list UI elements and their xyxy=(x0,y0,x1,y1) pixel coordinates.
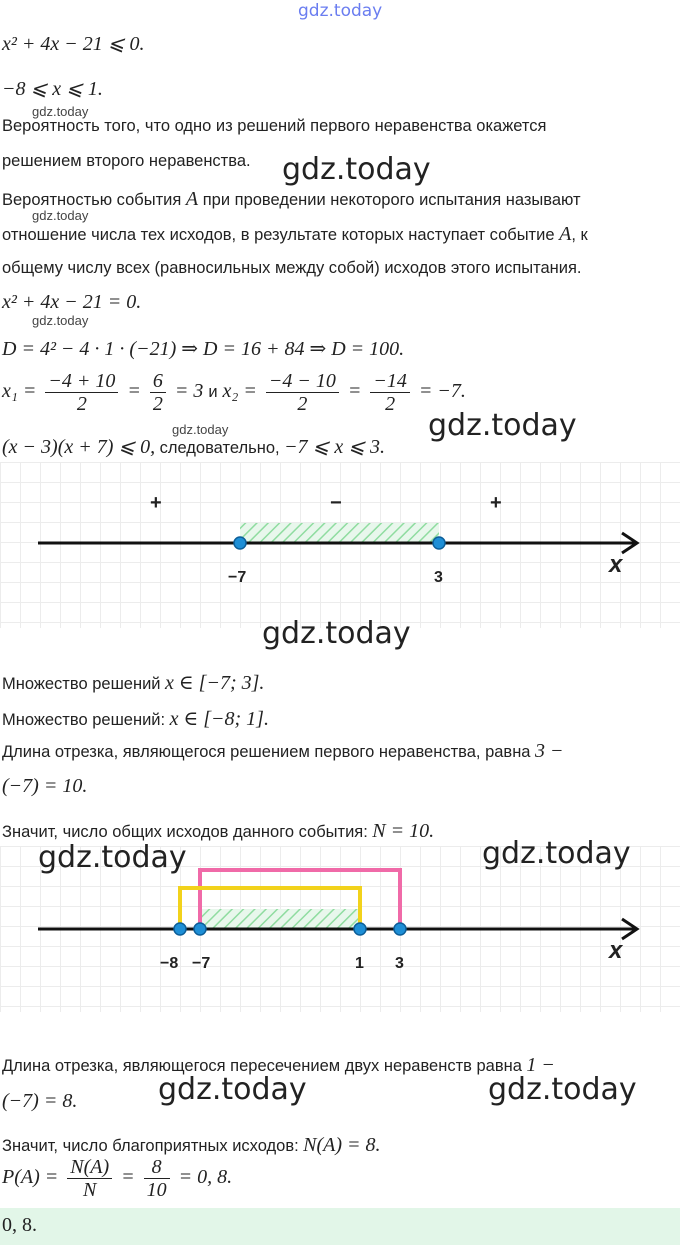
watermark-big: gdz.today xyxy=(482,836,631,871)
watermark-small: gdz.today xyxy=(32,208,89,223)
roots-line: x₁ = $\frac{-4 + 10}{2}$ = $\frac{6}{2}$ = 3 и x₂ = $\frac{-4 - 10}{2}$ = $\frac{-14}{2}$ = −7. xyxy=(2,370,466,415)
segment-length-2-cont: (−7) = 8. xyxy=(2,1090,78,1112)
tick-label-3: 3 xyxy=(434,569,443,586)
solution-set-2: Множество решений: x ∈ [−8; 1]. xyxy=(2,708,269,730)
paragraph-probability-2: решением второго неравенства. xyxy=(2,152,251,170)
watermark-small: gdz.today xyxy=(172,422,229,437)
tick-label-minus-7: −7 xyxy=(228,569,247,586)
total-outcomes: Значит, число общих исходов данного события: N = 10. xyxy=(2,820,435,842)
sign-minus: − xyxy=(330,492,342,514)
segment-length-1: Длина отрезка, являющегося решением первого неравенства, равна 3 − xyxy=(2,740,564,762)
watermark-big: gdz.today xyxy=(262,616,411,651)
solution-set-1: Множество решений x ∈ [−7; 3]. xyxy=(2,672,265,694)
tick-label-3: 3 xyxy=(395,955,404,972)
watermark-big: gdz.today xyxy=(488,1072,637,1107)
tick-label-minus-8: −8 xyxy=(160,955,179,972)
answer-box xyxy=(0,1208,680,1245)
inequality-1: x² + 4x − 21 ⩽ 0. xyxy=(2,33,145,55)
watermark-small: gdz.today xyxy=(32,104,89,119)
point-3 xyxy=(394,923,406,935)
point-minus-7 xyxy=(234,537,246,549)
watermark-big: gdz.today xyxy=(282,152,431,187)
point-3 xyxy=(433,537,445,549)
sign-plus-left: + xyxy=(150,492,162,514)
paragraph-probability-1: Вероятность того, что одно из решений первого неравенства окажется xyxy=(2,117,547,135)
hatched-intersection xyxy=(200,909,360,928)
factored-inequality: (x − 3)(x + 7) ⩽ 0, следовательно, −7 ⩽ x ⩽ 3. xyxy=(2,436,385,458)
hatched-interval xyxy=(240,523,439,542)
sign-plus-right: + xyxy=(490,492,502,514)
axis-label-x: x xyxy=(609,551,623,578)
paragraph-definition-2: отношение числа тех исходов, в результате которых наступает событие A, к xyxy=(2,223,588,245)
discriminant: D = 4² − 4 · 1 · (−21) ⇒ D = 16 + 84 ⇒ D = 100. xyxy=(2,338,405,360)
axis-label-x: x xyxy=(609,937,623,964)
point-minus-7 xyxy=(194,923,206,935)
watermark-top: gdz.today xyxy=(298,1,383,21)
inequality-2: −8 ⩽ x ⩽ 1. xyxy=(2,78,103,100)
number-line-diagram-1 xyxy=(0,462,680,628)
segment-length-2: Длина отрезка, являющегося пересечением двух неравенств равна 1 − xyxy=(2,1054,555,1076)
tick-label-minus-7: −7 xyxy=(192,955,211,972)
paragraph-definition-3: общему числу всех (равносильных между собой) исходов этого испытания. xyxy=(2,259,582,277)
favorable-outcomes: Значит, число благоприятных исходов: N(A) = 8. xyxy=(2,1134,381,1156)
watermark-big: gdz.today xyxy=(158,1072,307,1107)
point-1 xyxy=(354,923,366,935)
watermark-small: gdz.today xyxy=(32,313,89,328)
equation-quadratic: x² + 4x − 21 = 0. xyxy=(2,291,142,313)
answer-value: 0, 8. xyxy=(2,1214,37,1236)
tick-label-1: 1 xyxy=(355,955,364,972)
watermark-big: gdz.today xyxy=(38,840,187,875)
point-minus-8 xyxy=(174,923,186,935)
segment-length-1-cont: (−7) = 10. xyxy=(2,775,88,797)
probability-formula: P(A) = $\frac{N(A)}{N}$ = $\frac{8}{10}$ = 0, 8. xyxy=(2,1156,233,1201)
paragraph-definition-1: Вероятностью события A при проведении некоторого испытания называют xyxy=(2,188,581,210)
watermark-big: gdz.today xyxy=(428,408,577,443)
